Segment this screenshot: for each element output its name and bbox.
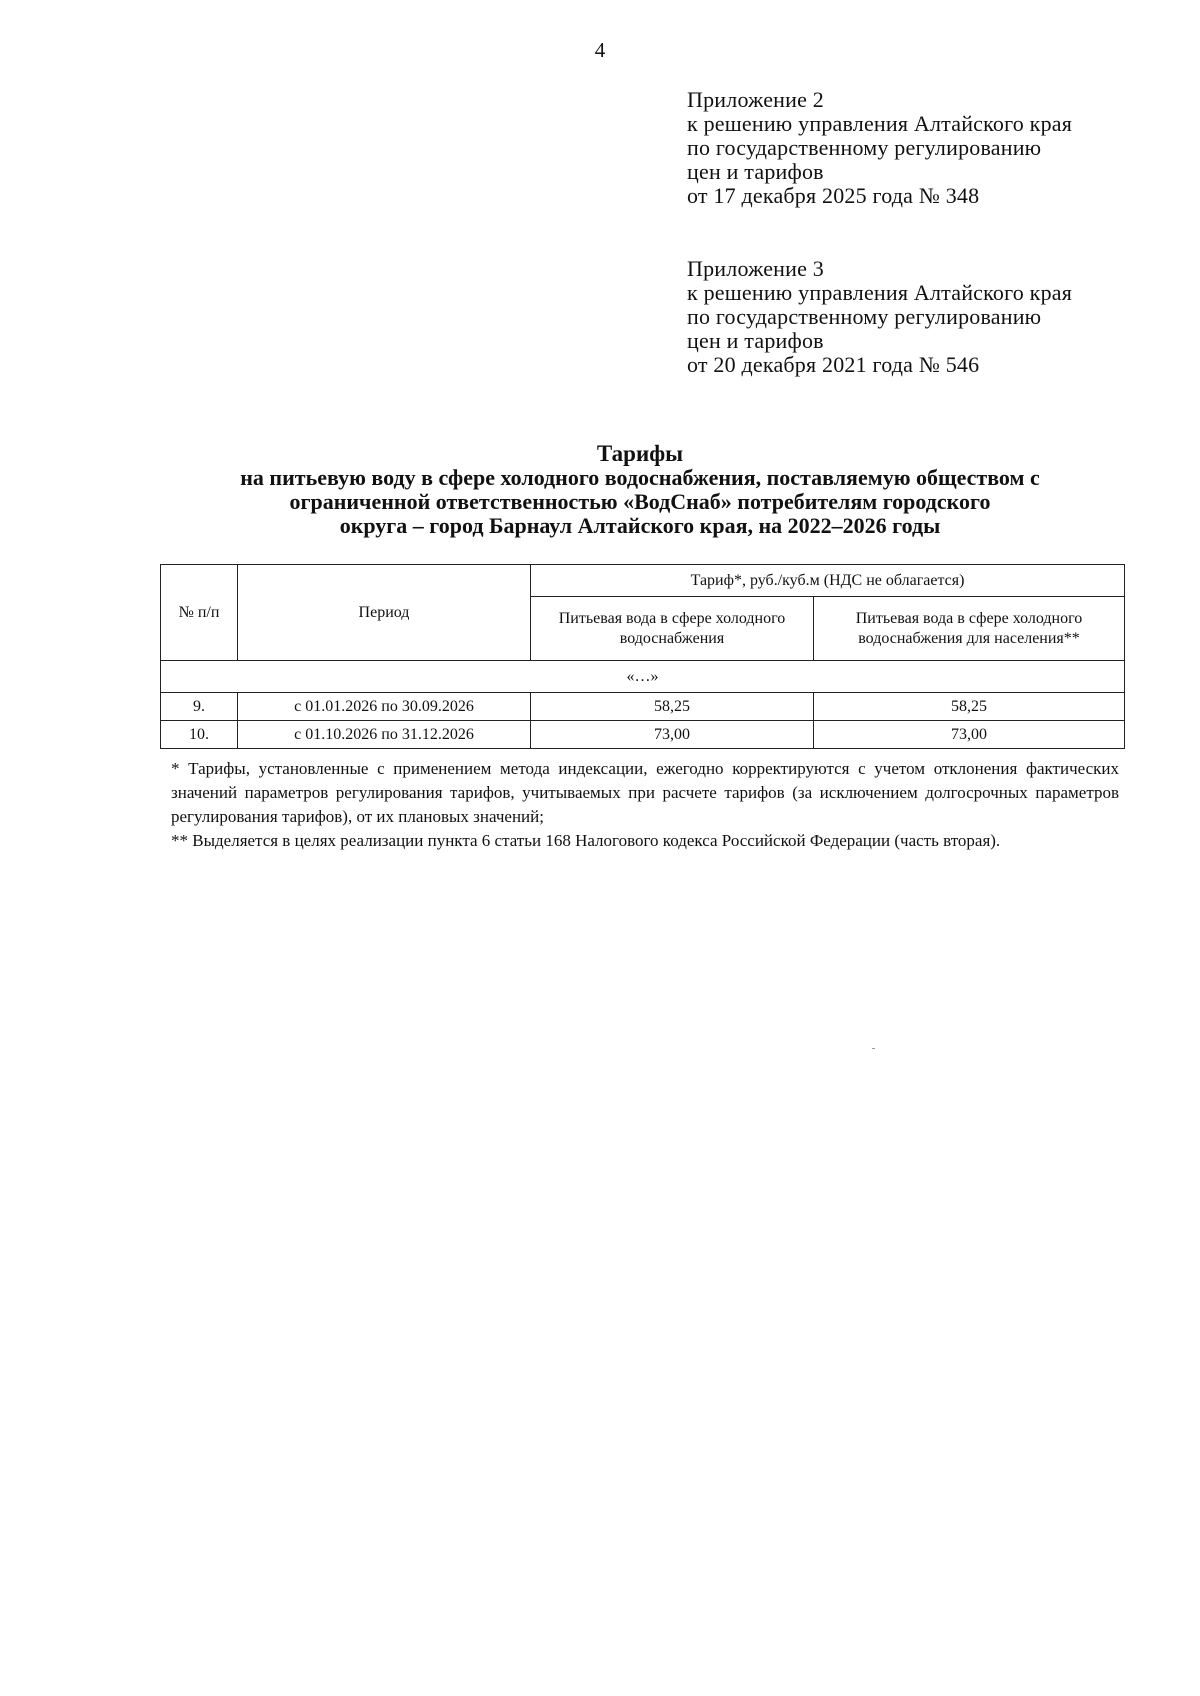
row-number: 10. bbox=[161, 721, 238, 749]
title-line: округа – город Барнаул Алтайского края, на 2022–2026 годы bbox=[339, 513, 941, 538]
row-water-tariff: 58,25 bbox=[531, 693, 814, 721]
table-row bbox=[161, 693, 1125, 721]
table-ellipsis: «…» bbox=[161, 661, 1125, 693]
scan-speck bbox=[872, 1048, 875, 1049]
row-period: с 01.01.2026 по 30.09.2026 bbox=[238, 693, 531, 721]
title-line: на питьевую воду в сфере холодного водоснабжения, поставляемую обществом с bbox=[240, 465, 1040, 490]
row-number: 9. bbox=[161, 693, 238, 721]
title-main: Тарифы bbox=[596, 441, 684, 466]
footnote-2: ** Выделяется в целях реализации пункта 6 статьи 168 Налогового кодекса Российской Федерации (часть вторая). bbox=[171, 831, 1001, 850]
appendix-2-line: по государственному регулированию bbox=[687, 135, 1042, 160]
row-period: с 01.10.2026 по 31.12.2026 bbox=[238, 721, 531, 749]
appendix-2-line: цен и тарифов bbox=[687, 159, 824, 184]
footnote-1: * Тарифы, установленные с применением метода индексации, ежегодно корректируются с учетом отклонения фактических значений параметров регулирования тарифов, учитываемых при расчете тарифов (за исключением долгосрочных параметров регулирования тарифов), от их плановых значений; bbox=[171, 759, 1119, 826]
header-water: Питьевая вода в сфере холодного водоснабжения bbox=[531, 597, 814, 661]
header-population: Питьевая вода в сфере холодного водоснабжения для населения** bbox=[814, 597, 1125, 661]
appendix-3-line: к решению управления Алтайского края bbox=[687, 280, 1073, 305]
appendix-3-line: по государственному регулированию bbox=[687, 304, 1042, 329]
appendix-2-line: от 17 декабря 2025 года № 348 bbox=[687, 183, 980, 208]
footnotes bbox=[171, 757, 1119, 853]
appendix-3-line: цен и тарифов bbox=[687, 328, 824, 353]
header-number: № п/п bbox=[161, 565, 238, 661]
table-row bbox=[161, 721, 1125, 749]
row-population-tariff: 58,25 bbox=[814, 693, 1125, 721]
appendix-3-line: от 20 декабря 2021 года № 546 bbox=[687, 352, 980, 377]
document-title bbox=[150, 442, 1130, 538]
appendix-3-reference bbox=[687, 257, 1157, 377]
row-population-tariff: 73,00 bbox=[814, 721, 1125, 749]
appendix-2-reference bbox=[687, 88, 1157, 208]
appendix-3-line: Приложение 3 bbox=[687, 256, 824, 281]
title-line: ограниченной ответственностью «ВодСнаб» потребителям городского bbox=[289, 489, 991, 514]
tariffs-table bbox=[160, 564, 1125, 749]
appendix-2-line: Приложение 2 bbox=[687, 87, 824, 112]
header-tariff-group: Тариф*, руб./куб.м (НДС не облагается) bbox=[531, 565, 1125, 597]
header-period: Период bbox=[238, 565, 531, 661]
row-water-tariff: 73,00 bbox=[531, 721, 814, 749]
page-number: 4 bbox=[594, 38, 606, 62]
appendix-2-line: к решению управления Алтайского края bbox=[687, 111, 1073, 136]
